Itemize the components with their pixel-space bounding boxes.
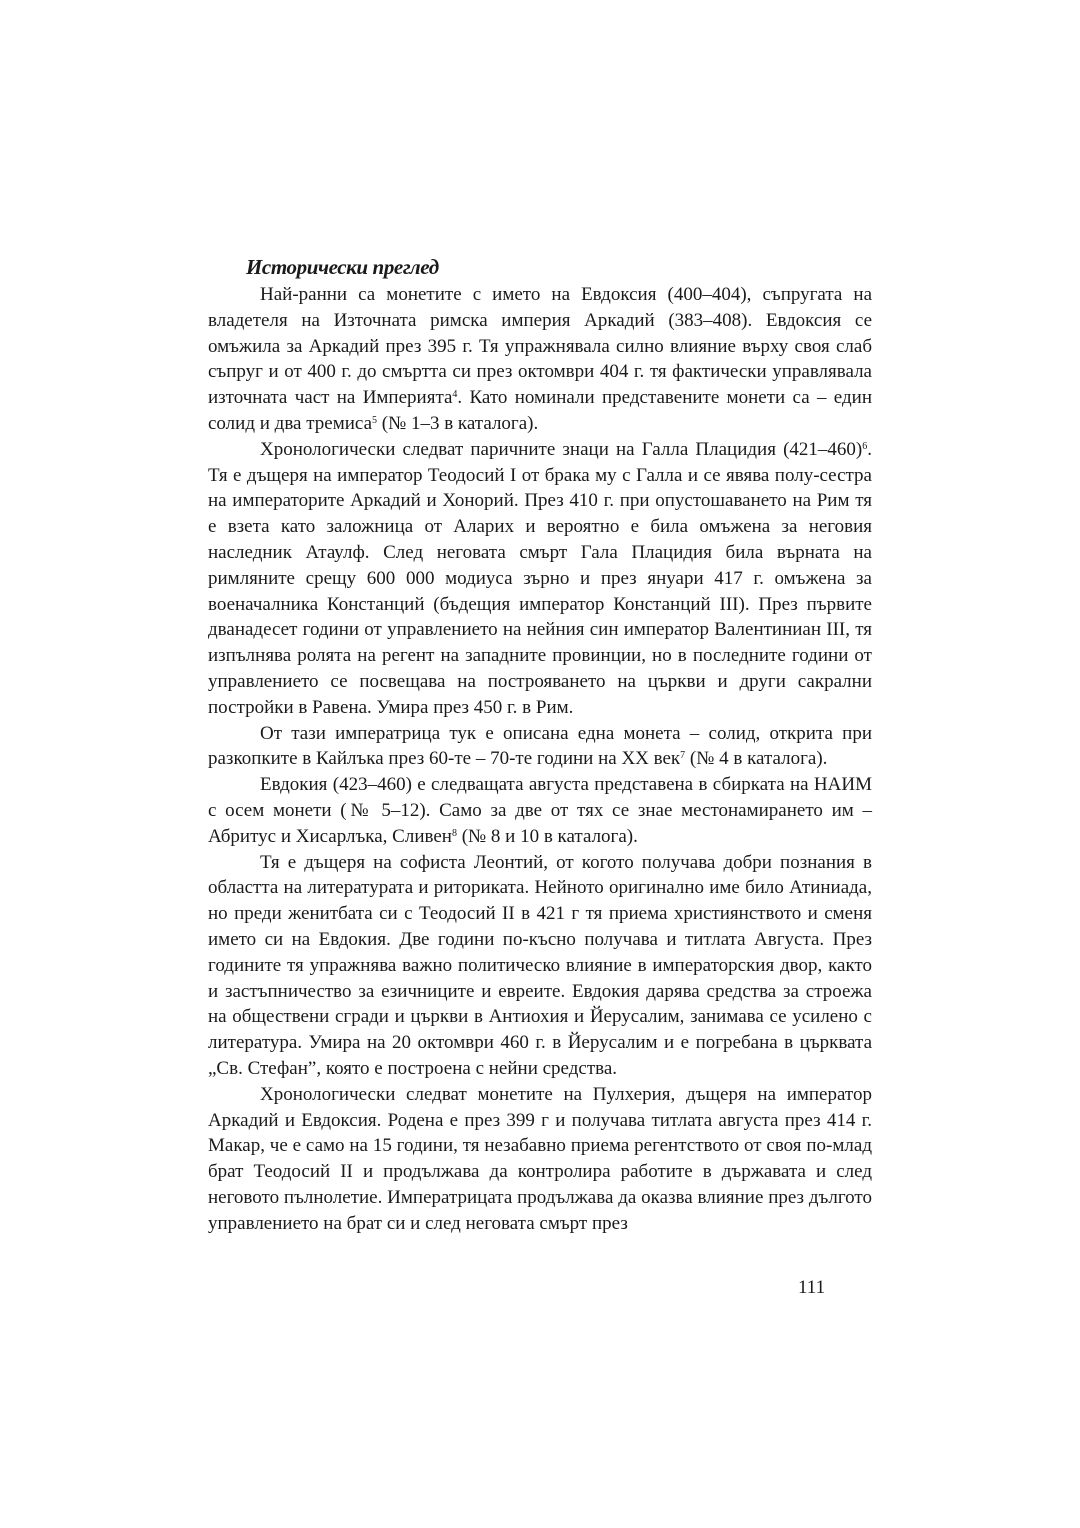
paragraph-solidus-find <box>208 721 872 773</box>
paragraph-eudocia <box>208 772 872 849</box>
text-run: (№ 4 в каталога). <box>685 748 828 770</box>
page-text-block <box>208 254 872 1236</box>
footnote-ref: 5 <box>372 414 377 426</box>
page-number: 111 <box>798 1277 826 1298</box>
paragraph-eudoxia <box>208 282 872 437</box>
paragraph-galla-placidia <box>208 437 872 721</box>
footnote-ref: 4 <box>452 389 458 401</box>
text-run: От тази императрица тук е описана една монета – солид, открита при разкопките в Кайлъка през 60-те – 70-те години на XX век <box>208 722 872 770</box>
text-run: Тя е дъщеря на софиста Леонтий, от когото получава добри познания в областта на литературата и риториката. Нейното оригинално име било Атиниада, но преди женитбата си с Теодосий II в 421 г тя приема християнството и сменя името си на Евдокия. Две години по-късно получава и титлата Августа. През годините тя упражнява важно политическо влияние в императорския двор, както и застъпничество за езичниците и евреите. Евдокия дарява средства за строежа на обществени сгради и църкви в Антиохия и Йерусалим, занимава се усилено с литература. Умира на 20 октомври 460 г. в Йерусалим и е погребана в църквата „Св. Стефан”, която е построена с нейни средства. <box>208 851 872 1079</box>
footnote-ref: 8 <box>451 827 457 839</box>
text-run: Евдокия (423–460) е следващата августа представена в сбирката на НАИМ с осем монети (№ 5–12). Само за две от тях се знае местонамирането им – Абритус и Хисарлъка, Сливен <box>208 774 872 847</box>
paragraph-eudocia-biography <box>208 850 872 1082</box>
text-run: (№ 8 и 10 в каталога). <box>456 825 638 847</box>
text-run: . Като номинали представените монети са – един солид и два тремиса <box>208 387 872 434</box>
footnote-ref: 7 <box>680 750 686 762</box>
paragraph-pulcheria <box>208 1082 872 1237</box>
text-run: Хронологически следват монетите на Пулхерия, дъщеря на император Аркадий и Евдоксия. Родена е през 399 г и получава титлата августа през 414 г. Макар, че е само на 15 години, тя незабавно приема регентството от своя по-млад брат Теодосий II и продължава да контролира работите в държавата и след неговото пълнолетие. Императрицата продължава да оказва влияние през дългото управлението на брат си и след неговата смърт през <box>208 1083 872 1234</box>
text-run: Хронологически следват паричните знаци на Галла Плацидия (421–460) <box>260 438 863 460</box>
text-run: . Тя е дъщеря на император Теодосий I от брака му с Галла и се явява полу-сестра на императорите Аркадий и Хонорий. През 410 г. при опустошаването на Рим тя е взета като заложница от Аларих и вероятно е била омъжена за неговия наследник Атаулф. След неговата смърт Гала Плацидия била върната на римляните срещу 600 000 модиуса зърно и през януари 417 г. омъжена за военачалника Констанций (бъдещия император Констанций III). През първите дванадесет години от управлението на нейния син император Валентиниан III, тя изпълнява ролята на регент на западните провинции, но в последните години от управлението се посвещава на построяването на църкви и други сакрални постройки в Равена. Умира през 450 г. в Рим. <box>208 438 872 718</box>
text-run: (№ 1–3 в каталога). <box>377 412 539 434</box>
text-run: Най-ранни са монетите с името на Евдоксия (400–404), съпругата на владетеля на Източната римска империя Аркадий (383–408). Евдоксия се омъжила за Аркадий през 395 г. Тя упражнявала силно влияние върху своя слаб съпруг и от 400 г. до смъртта си през октомври 404 г. тя фактически управлявала източната част на Империята <box>208 284 872 409</box>
footnote-ref: 6 <box>862 440 868 452</box>
section-heading: Исторически преглед <box>246 255 439 279</box>
